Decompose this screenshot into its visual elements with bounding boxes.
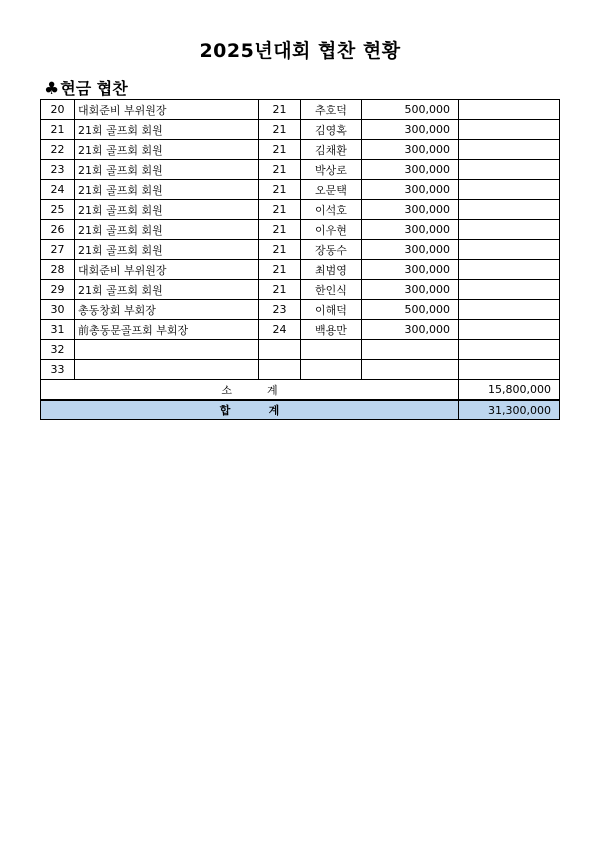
row-class: 21 [259,220,301,240]
sponsorship-table [40,99,560,420]
row-number: 28 [41,260,75,280]
row-class [259,360,301,380]
row-description: 대회준비 부위원장 [75,100,259,120]
row-class: 23 [259,300,301,320]
club-icon: ♣ [44,79,60,99]
row-note [459,240,560,260]
row-name: 최범영 [301,260,362,280]
row-note [459,260,560,280]
row-description: 21회 골프회 회원 [75,160,259,180]
row-name: 백용만 [301,320,362,340]
row-number: 20 [41,100,75,120]
row-class: 21 [259,120,301,140]
row-class: 21 [259,280,301,300]
row-number: 22 [41,140,75,160]
row-amount: 500,000 [362,100,459,120]
table-row [41,140,560,160]
row-class: 21 [259,180,301,200]
row-amount: 300,000 [362,120,459,140]
row-class: 21 [259,240,301,260]
row-description: 21회 골프회 회원 [75,240,259,260]
row-name: 박상로 [301,160,362,180]
row-amount: 300,000 [362,280,459,300]
row-amount: 300,000 [362,220,459,240]
row-description [75,360,259,380]
row-name: 장동수 [301,240,362,260]
row-note [459,340,560,360]
row-amount: 300,000 [362,180,459,200]
row-amount: 300,000 [362,160,459,180]
table-row [41,280,560,300]
row-description [75,340,259,360]
row-amount [362,360,459,380]
row-amount: 300,000 [362,140,459,160]
table-row [41,200,560,220]
row-name [301,340,362,360]
row-name: 오문택 [301,180,362,200]
row-description: 21회 골프회 회원 [75,280,259,300]
row-class: 24 [259,320,301,340]
subtotal-label: 소 계 [41,380,459,401]
row-number: 23 [41,160,75,180]
row-name: 이해덕 [301,300,362,320]
row-description: 21회 골프회 회원 [75,200,259,220]
table-row [41,360,560,380]
row-note [459,100,560,120]
row-class: 21 [259,140,301,160]
section-heading [44,76,128,99]
row-number: 25 [41,200,75,220]
row-amount: 500,000 [362,300,459,320]
section-label: 현금 협찬 [60,79,128,98]
subtotal-row [41,380,560,401]
row-amount [362,340,459,360]
page-title: 2025년대회 협찬 현황 [199,40,401,62]
row-name: 이석호 [301,200,362,220]
row-name: 한인식 [301,280,362,300]
row-description: 대회준비 부위원장 [75,260,259,280]
row-class [259,340,301,360]
table-row [41,160,560,180]
row-number: 26 [41,220,75,240]
row-amount: 300,000 [362,260,459,280]
row-amount: 300,000 [362,200,459,220]
row-description: 前총동문골프회 부회장 [75,320,259,340]
row-description: 21회 골프회 회원 [75,120,259,140]
table-row [41,220,560,240]
row-number: 27 [41,240,75,260]
table-row [41,300,560,320]
row-name: 김영혹 [301,120,362,140]
row-note [459,200,560,220]
row-number: 29 [41,280,75,300]
row-note [459,300,560,320]
row-note [459,120,560,140]
row-number: 32 [41,340,75,360]
row-number: 30 [41,300,75,320]
row-number: 24 [41,180,75,200]
row-description: 총동창회 부회장 [75,300,259,320]
row-name: 김채환 [301,140,362,160]
table-row [41,340,560,360]
row-note [459,180,560,200]
row-description: 21회 골프회 회원 [75,180,259,200]
row-note [459,160,560,180]
total-label: 합 계 [41,400,459,420]
row-name: 이우현 [301,220,362,240]
table-row [41,120,560,140]
row-number: 31 [41,320,75,340]
subtotal-amount: 15,800,000 [459,380,560,401]
row-note [459,280,560,300]
row-description: 21회 골프회 회원 [75,220,259,240]
row-name [301,360,362,380]
row-amount: 300,000 [362,320,459,340]
row-note [459,140,560,160]
row-note [459,360,560,380]
row-description: 21회 골프회 회원 [75,140,259,160]
row-class: 21 [259,260,301,280]
row-number: 21 [41,120,75,140]
row-class: 21 [259,100,301,120]
row-class: 21 [259,160,301,180]
row-amount: 300,000 [362,240,459,260]
row-note [459,320,560,340]
row-class: 21 [259,200,301,220]
table-row [41,260,560,280]
row-number: 33 [41,360,75,380]
total-amount: 31,300,000 [459,400,560,420]
table-row [41,180,560,200]
table-row [41,240,560,260]
row-name: 추호덕 [301,100,362,120]
row-note [459,220,560,240]
table-row [41,320,560,340]
table-row [41,100,560,120]
total-row [41,400,560,420]
